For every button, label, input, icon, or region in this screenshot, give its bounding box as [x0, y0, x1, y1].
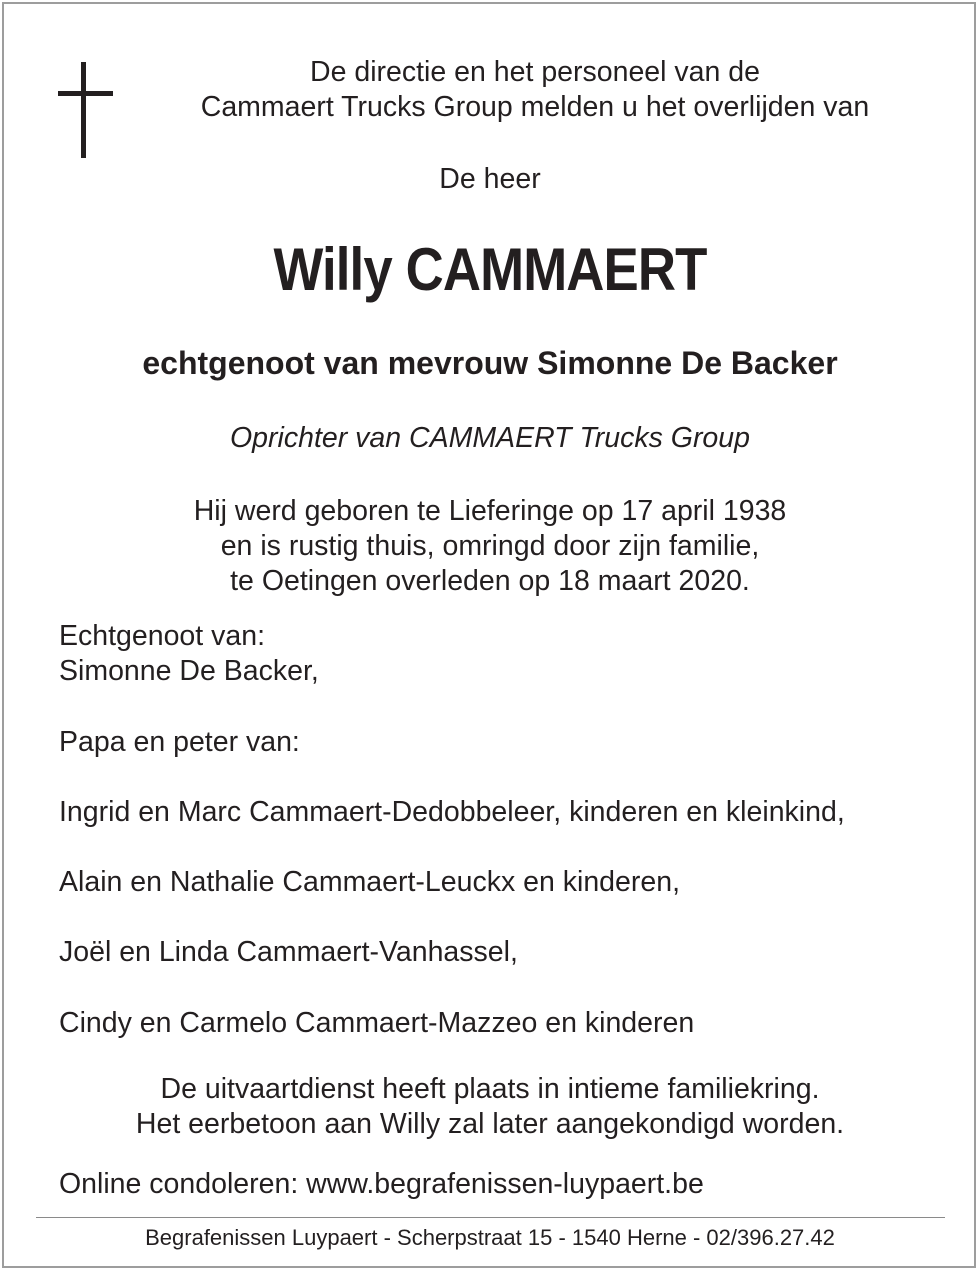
condolences-line: Online condoleren: www.begrafenissen-luypaert.be	[59, 1168, 704, 1200]
spouse-heading: Echtgenoot van:	[59, 620, 265, 652]
family-member: Cindy en Carmelo Cammaert-Mazzeo en kinderen	[59, 1007, 695, 1039]
footer-divider	[36, 1217, 945, 1218]
role-line: Oprichter van CAMMAERT Trucks Group	[230, 422, 750, 454]
home-line: en is rustig thuis, omringd door zijn familie,	[220, 530, 760, 562]
intro-line-2: Cammaert Trucks Group melden u het overlijden van	[200, 91, 870, 123]
service-line-1: De uitvaartdienst heeft plaats in intieme familiekring.	[160, 1073, 820, 1105]
salutation: De heer	[439, 163, 541, 195]
birth-line: Hij werd geboren te Lieferinge op 17 april 1938	[193, 495, 787, 527]
children-heading: Papa en peter van:	[59, 726, 300, 758]
family-member: Joël en Linda Cammaert-Vanhassel,	[59, 936, 518, 968]
spouse-line: echtgenoot van mevrouw Simonne De Backer	[142, 345, 838, 381]
funeral-home-footer: Begrafenissen Luypaert - Scherpstraat 15 - 1540 Herne - 02/396.27.42	[145, 1225, 835, 1250]
deceased-name: Willy CAMMAERT	[273, 236, 707, 303]
spouse-name: Simonne De Backer,	[59, 655, 319, 687]
family-member: Alain en Nathalie Cammaert-Leuckx en kinderen,	[59, 866, 680, 898]
intro-line-1: De directie en het personeel van de	[310, 56, 760, 88]
service-line-2: Het eerbetoon aan Willy zal later aangekondigd worden.	[135, 1108, 845, 1140]
family-member: Ingrid en Marc Cammaert-Dedobbeleer, kinderen en kleinkind,	[59, 796, 845, 828]
death-line: te Oetingen overleden op 18 maart 2020.	[230, 565, 750, 597]
